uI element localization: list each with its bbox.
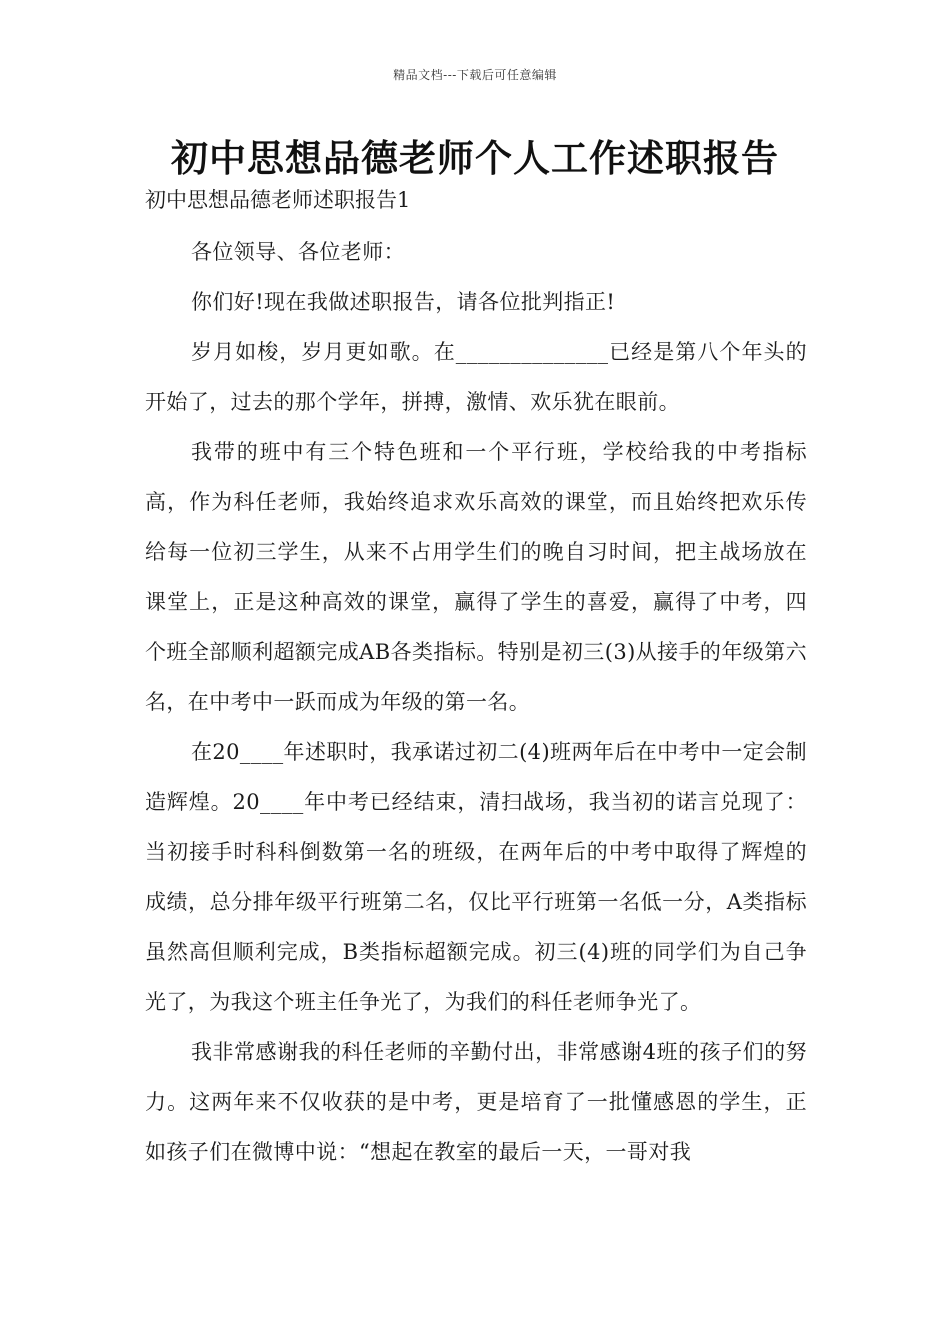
paragraph-time: 岁月如梭，岁月更如歌。在______________已经是第八个年头的开始了，过去的那个学年，拼搏，激情、欢乐犹在眼前。 [145,340,807,414]
header-note: 精品文档---下载后可任意编辑 [393,68,557,82]
paragraph-classes: 我带的班中有三个特色班和一个平行班，学校给我的中考指标高，作为科任老师，我始终追求欢乐高效的课堂，而且始终把欢乐传给每一位初三学生，从来不占用学生们的晚自习时间，把主战场放在课堂上，正是这种高效的课堂，赢得了学生的喜爱，赢得了中考，四个班全部顺利超额完成AB各类指标。特别是初三(3)从接手的年级第六名，在中考中一跃而成为年级的第一名。 [145,440,807,714]
document-title: 初中思想品德老师个人工作述职报告 [171,137,779,180]
paragraph-opening: 你们好!现在我做述职报告，请各位批判指正! [191,290,616,314]
paragraph-thanks: 我非常感谢我的科任老师的辛勤付出，非常感谢4班的孩子们的努力。这两年来不仅收获的是中考，更是培育了一批懂感恩的学生，正如孩子们在微博中说：“想起在教室的最后一天，一哥对我 [145,1040,807,1164]
document-body [145,227,807,1177]
paragraph-promise: 在20____年述职时，我承诺过初二(4)班两年后在中考中一定会制造辉煌。20____年中考已经结束，清扫战场，我当初的诺言兑现了：当初接手时科科倒数第一名的班级，在两年后的中考中取得了辉煌的成绩，总分排年级平行班第二名，仅比平行班第一名低一分，A类指标虽然高但顺利完成，B类指标超额完成。初三(4)班的同学们为自己争光了，为我这个班主任争光了，为我们的科任老师争光了。 [145,740,807,1014]
document-subtitle: 初中思想品德老师述职报告1 [145,188,411,212]
paragraph-greeting: 各位领导、各位老师： [191,240,405,264]
